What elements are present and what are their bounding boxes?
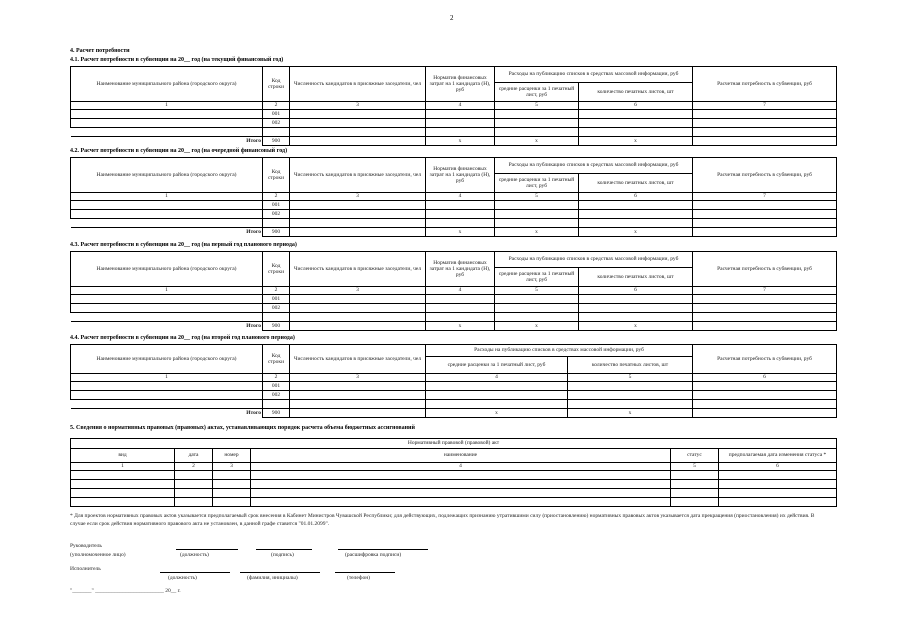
table-4-1 [70,66,837,146]
col-num: 5 [495,102,579,110]
col-num: 7 [693,102,837,110]
col-num: 3 [213,463,251,471]
authorized-label: (уполномоченное лицо) [70,552,126,558]
executor-label: Исполнитель [70,566,101,572]
decoding-line [338,549,428,550]
x-mark: х [426,228,495,237]
header-candidates: Численность кандидатов в присяжные заседатели, чел [290,67,426,102]
section-4-2-title: 4.2. Расчет потребности в субвенции на 20__ год (на очередной финансовый год) [70,148,288,154]
row-code: 001 [263,201,290,210]
col-num: 4 [426,287,495,295]
col-num: 7 [693,287,837,295]
header-region: Наименование муниципального района (городского округа) [71,345,263,374]
col-num: 1 [71,374,263,382]
header-sheets: количество печатных листов, шт [579,174,693,193]
header-expenses: Расходы на публикацию списков в средствах массовой информации, руб [426,345,693,357]
x-mark: х [426,322,495,331]
row-code: 002 [263,304,290,313]
col-num: 1 [71,287,263,295]
cell [71,119,263,128]
header-code: Код строки [263,345,290,374]
head-label: Руководитель [70,543,102,549]
row-code: 900 [263,137,290,146]
col-num: 3 [290,102,426,110]
col-header: номер [213,449,251,463]
row-code: 002 [263,391,290,400]
col-num: 3 [290,287,426,295]
section-4-title: 4. Расчет потребности [70,48,130,54]
col-num: 4 [426,193,495,201]
header-avg-price: средние расценки за 1 печатный лист, руб [495,83,579,102]
col-num: 5 [568,374,693,382]
table-4-4 [70,344,837,418]
x-mark: х [579,322,693,331]
x-mark: х [426,137,495,146]
header-expenses: Расходы на публикацию списков в средствах массовой информации, руб [495,67,693,83]
header-norm: Норматив финансовых затрат на 1 кандидата (Н), руб [426,67,495,102]
position2-line [160,572,230,573]
col-header: предполагаемая дата изменения статуса * [719,449,837,463]
header-need: Расчетная потребность в субвенции, руб [693,158,837,193]
header-candidates: Численность кандидатов в присяжные заседатели, чел [290,158,426,193]
row-code: 900 [263,322,290,331]
position-caption: (должность) [180,552,209,558]
row-code: 002 [263,210,290,219]
signature-caption: (подпись) [271,552,294,558]
col-num: 1 [71,193,263,201]
col-num: 1 [71,463,175,471]
signature-line [256,549,312,550]
col-num: 6 [693,374,837,382]
header-code: Код строки [263,67,290,102]
col-num: 5 [495,193,579,201]
cell [71,110,263,119]
x-mark: х [579,228,693,237]
fio-caption: (фамилия, инициалы) [247,575,298,581]
table-5-normative-acts [70,438,837,507]
x-mark: х [579,137,693,146]
itogo-label: Итого [71,409,263,418]
col-num: 2 [263,287,290,295]
phone-line [335,572,395,573]
header-code: Код строки [263,158,290,193]
x-mark: х [495,322,579,331]
col-num: 7 [693,193,837,201]
section-4-1-title: 4.1. Расчет потребности в субвенции на 20__ год (на текущий финансовый год) [70,57,284,63]
row-code: 900 [263,228,290,237]
row-code: 002 [263,119,290,128]
header-sheets: количество печатных листов, шт [568,357,693,374]
table-4-3 [70,251,837,331]
header-need: Расчетная потребность в субвенции, руб [693,345,837,374]
row-code: 001 [263,110,290,119]
col-num: 4 [251,463,671,471]
col-num: 3 [290,193,426,201]
col-num: 2 [263,374,290,382]
col-num: 6 [719,463,837,471]
header-candidates: Численность кандидатов в присяжные заседатели, чел [290,345,426,374]
section-4-3-title: 4.3. Расчет потребности в субвенции на 20__ год (на первый год планового периода) [70,242,297,248]
header-need: Расчетная потребность в субвенции, руб [693,67,837,102]
section-4-4-title: 4.4. Расчет потребности в субвенции на 20__ год (на второй год планового периода) [70,335,295,341]
col-num: 1 [71,102,263,110]
x-mark: х [495,137,579,146]
col-header: дата [175,449,213,463]
itogo-label: Итого [71,137,263,146]
header-region: Наименование муниципального района (городского округа) [71,67,263,102]
header-code: Код строки [263,252,290,287]
x-mark: х [568,409,693,418]
header-avg-price: средние расценки за 1 печатный лист, руб [495,268,579,287]
itogo-label: Итого [71,322,263,331]
header-region: Наименование муниципального района (городского округа) [71,158,263,193]
col-num: 5 [495,287,579,295]
x-mark: х [426,409,568,418]
fio-line [240,572,320,573]
header-need: Расчетная потребность в субвенции, руб [693,252,837,287]
page-number: 2 [450,14,454,22]
position2-caption: (должность) [168,575,197,581]
header-sheets: количество печатных листов, шт [579,83,693,102]
col-header: статус [671,449,719,463]
header-sheets: количество печатных листов, шт [579,268,693,287]
table-4-2 [70,157,837,237]
col-num: 4 [426,102,495,110]
header-norm: Норматив финансовых затрат на 1 кандидата (Н), руб [426,252,495,287]
col-num: 2 [175,463,213,471]
header-avg-price: средние расценки за 1 печатный лист, руб [495,174,579,193]
col-num: 3 [290,374,426,382]
col-num: 6 [579,102,693,110]
header-expenses: Расходы на публикацию списков в средствах массовой информации, руб [495,252,693,268]
col-num: 5 [671,463,719,471]
itogo-label: Итого [71,228,263,237]
col-header: наименование [251,449,671,463]
header-norm: Норматив финансовых затрат на 1 кандидата (Н), руб [426,158,495,193]
col-num: 2 [263,102,290,110]
phone-caption: (телефон) [347,575,371,581]
header-candidates: Численность кандидатов в присяжные заседатели, чел [290,252,426,287]
header-expenses: Расходы на публикацию списков в средствах массовой информации, руб [495,158,693,174]
date-line: "_______" _________________________ 20__ г. [70,588,181,594]
col-num: 2 [263,193,290,201]
position-line [176,549,238,550]
col-num: 6 [579,287,693,295]
act-header: Нормативный правовой (правовой) акт [71,439,837,449]
section-5-title: 5. Сведения о нормативных правовых (правовых) актах, устанавливающих порядок расчета объема бюджетных ассигнований [70,425,415,431]
row-code: 001 [263,382,290,391]
header-avg-price: средние расценки за 1 печатный лист, руб [426,357,568,374]
x-mark: х [495,228,579,237]
col-num: 6 [579,193,693,201]
col-header: вид [71,449,175,463]
header-region: Наименование муниципального района (городского округа) [71,252,263,287]
decoding-caption: (расшифровка подписи) [345,552,402,558]
col-num: 4 [426,374,568,382]
row-code: 900 [263,409,290,418]
footnote: * Для проектов нормативных правовых актов указывается предполагаемый срок внесения в Кабинет Министров Чувашской Республики; для действующих, подлежащих признанию утратившими силу (приостановлению) нормативных правовых актов указывается дата прекращения (приостановления) их действия. В случае если срок действия нормативного правового акта не установлен, в данной графе ставится "01.01.2099". [70,513,815,528]
row-code: 001 [263,295,290,304]
